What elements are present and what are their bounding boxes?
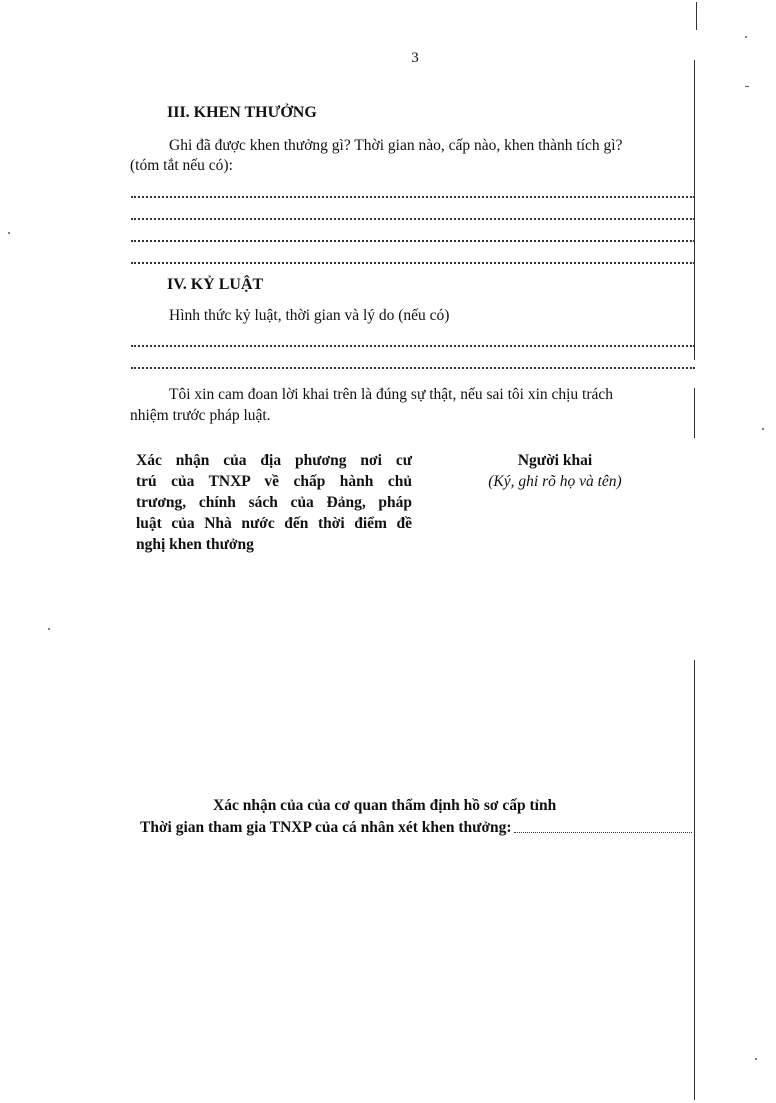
rewards-answer-line[interactable] — [131, 262, 695, 264]
scan-edge-rule — [694, 60, 695, 360]
commitment-line2: nhiệm trước pháp luật. — [130, 407, 271, 424]
participation-time-field[interactable] — [514, 832, 692, 833]
scan-speck — [48, 628, 50, 630]
declarant-note: (Ký, ghi rõ họ và tên) — [488, 473, 622, 490]
scan-edge-rule — [696, 2, 697, 30]
local-confirmation-line3: trương, chính sách của Đảng, pháp — [136, 494, 412, 511]
local-confirmation-line2: trú của TNXP về chấp hành chủ — [136, 473, 412, 490]
section-iv-prompt: Hình thức kỷ luật, thời gian và lý do (nếu có) — [169, 307, 450, 324]
provincial-confirmation-row — [140, 819, 692, 837]
rewards-answer-line[interactable] — [131, 196, 695, 198]
local-confirmation-line4: luật của Nhà nước đến thời điểm đề — [136, 515, 412, 532]
discipline-answer-line[interactable] — [131, 367, 695, 369]
section-iii-prompt-line1: Ghi đã được khen thưởng gì? Thời gian nào, cấp nào, khen thành tích gì? — [169, 137, 623, 154]
scan-speck — [8, 232, 10, 234]
local-confirmation-line1: Xác nhận của địa phương nơi cư — [136, 452, 412, 469]
scan-speck — [745, 86, 749, 87]
local-confirmation-block — [136, 450, 412, 555]
section-iv-heading: IV. KỶ LUẬT — [167, 276, 264, 293]
scan-edge-rule — [694, 660, 695, 1100]
scan-speck — [755, 1058, 757, 1060]
scan-speck — [745, 36, 747, 38]
rewards-answer-line[interactable] — [131, 240, 695, 242]
section-iii-heading: III. KHEN THƯỞNG — [167, 104, 317, 121]
commitment-line1: Tôi xin cam đoan lời khai trên là đúng sự thật, nếu sai tôi xin chịu trách — [169, 386, 614, 403]
discipline-answer-line[interactable] — [131, 345, 695, 347]
scan-speck — [762, 428, 764, 430]
participation-time-label: Thời gian tham gia TNXP của cá nhân xét khen thưởng: — [140, 819, 512, 836]
provincial-confirmation-title: Xác nhận của của cơ quan thẩm định hồ sơ cấp tỉnh — [213, 797, 557, 814]
declarant-block — [455, 450, 655, 492]
local-confirmation-line5: nghị khen thưởng — [136, 536, 254, 553]
page-number: 3 — [411, 50, 419, 66]
declarant-title: Người khai — [517, 452, 593, 469]
rewards-answer-line[interactable] — [131, 218, 695, 220]
section-iii-prompt-line2: (tóm tắt nếu có): — [130, 157, 233, 174]
scan-edge-rule — [694, 388, 695, 438]
